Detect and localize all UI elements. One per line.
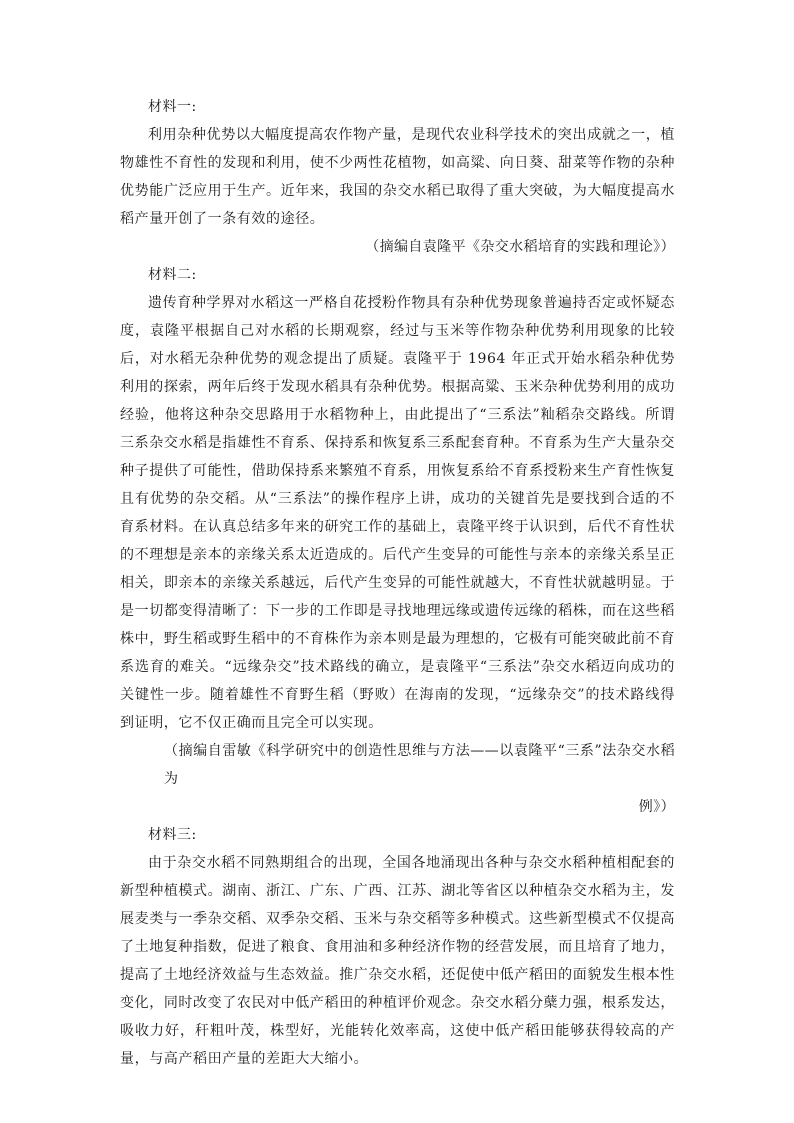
material-3-heading: 材料三: — [148, 827, 197, 843]
material-1-heading: 材料一: — [148, 99, 197, 115]
material-1-source: （摘编自袁隆平《杂交水稻培育的实践和理论》） — [365, 239, 675, 255]
material-2-body: 遗传育种学界对水稻这一严格自花授粉作物具有杂种优势现象普遍持否定或怀疑态度，袁隆平根据自己对水稻的长期观察，经过与玉米等作物杂种优势利用现象的比较后，对水稻无杂种优势的观念提出了质疑。袁隆平于 1964 年正式开始水稻杂种优势利用的探索，两年后终于发现水稻具有杂种优势。根据高粱、玉米杂种优势利用的成功经验，他将这种杂交思路用于水稻物种上，由此提出了“三系法”籼稻杂交路线。所谓三系杂交水稻是指雄性不育系、保持系和恢复系三系配套育种。不育系为生产大量杂交种子提供了可能性，借助保持系来繁殖不育系，用恢复系给不育系授粉来生产育性恢复且有优势的杂交稻。从“三系法”的操作程序上讲，成功的关键首先是要找到合适的不育系材料。在认真总结多年来的研究工作的基础上，袁隆平终于认识到，后代不育性状的不理想是亲本的亲缘关系太近造成的。后代产生变异的可能性与亲本的亲缘关系呈正相关，即亲本的亲缘关系越远，后代产生变异的可能性就越大，不育性状就越明显。于是一切都变得清晰了：下一步的工作即是寻找地理远缘或遗传远缘的稻株，而在这些稻株中，野生稻或野生稻中的不育株作为亲本则是最为理想的，它极有可能突破此前不育系选育的难关。“远缘杂交”技术路线的确立，是袁隆平“三系法”杂交水稻迈向成功的关键性一步。随着雄性不育野生稻（野败）在海南的发现，“远缘杂交”的技术路线得到证明，它不仅正确而且完全可以实现。 — [120, 295, 675, 731]
material-2-source-line1: （摘编自雷敏《科学研究中的创造性思维与方法——以袁隆平“三系”法杂交水稻为 — [164, 743, 675, 787]
material-1-body: 利用杂种优势以大幅度提高农作物产量，是现代农业科学技术的突出成就之一，植物雄性不育性的发现和利用，使不少两性花植物，如高粱、向日葵、甜菜等作物的杂种优势能广泛应用于生产。近年来，我国的杂交水稻已取得了重大突破，为大幅度提高水稻产量开创了一条有效的途径。 — [120, 127, 675, 227]
material-2-source-line2: 例》） — [638, 799, 675, 815]
material-3-body: 由于杂交水稻不同熟期组合的出现，全国各地涌现出各种与杂交水稻种植相配套的新型种植模式。湖南、浙江、广东、广西、江苏、湖北等省区以种植杂交水稻为主，发展麦类与一季杂交稻、双季杂交稻、玉米与杂交稻等多种模式。这些新型模式不仅提高了土地复种指数，促进了粮食、食用油和多种经济作物的经营发展，而且培育了地力，提高了土地经济效益与生态效益。推广杂交水稻，还促使中低产稻田的面貌发生根本性变化，同时改变了农民对中低产稻田的种植评价观念。杂交水稻分蘖力强，根系发达，吸收力好，秆粗叶茂，株型好，光能转化效率高，这使中低产稻田能够获得较高的产量，与高产稻田产量的差距大大缩小。 — [120, 855, 675, 1067]
material-2-heading: 材料二: — [148, 267, 197, 283]
document-content — [120, 93, 675, 1073]
material-2-source — [120, 737, 675, 821]
